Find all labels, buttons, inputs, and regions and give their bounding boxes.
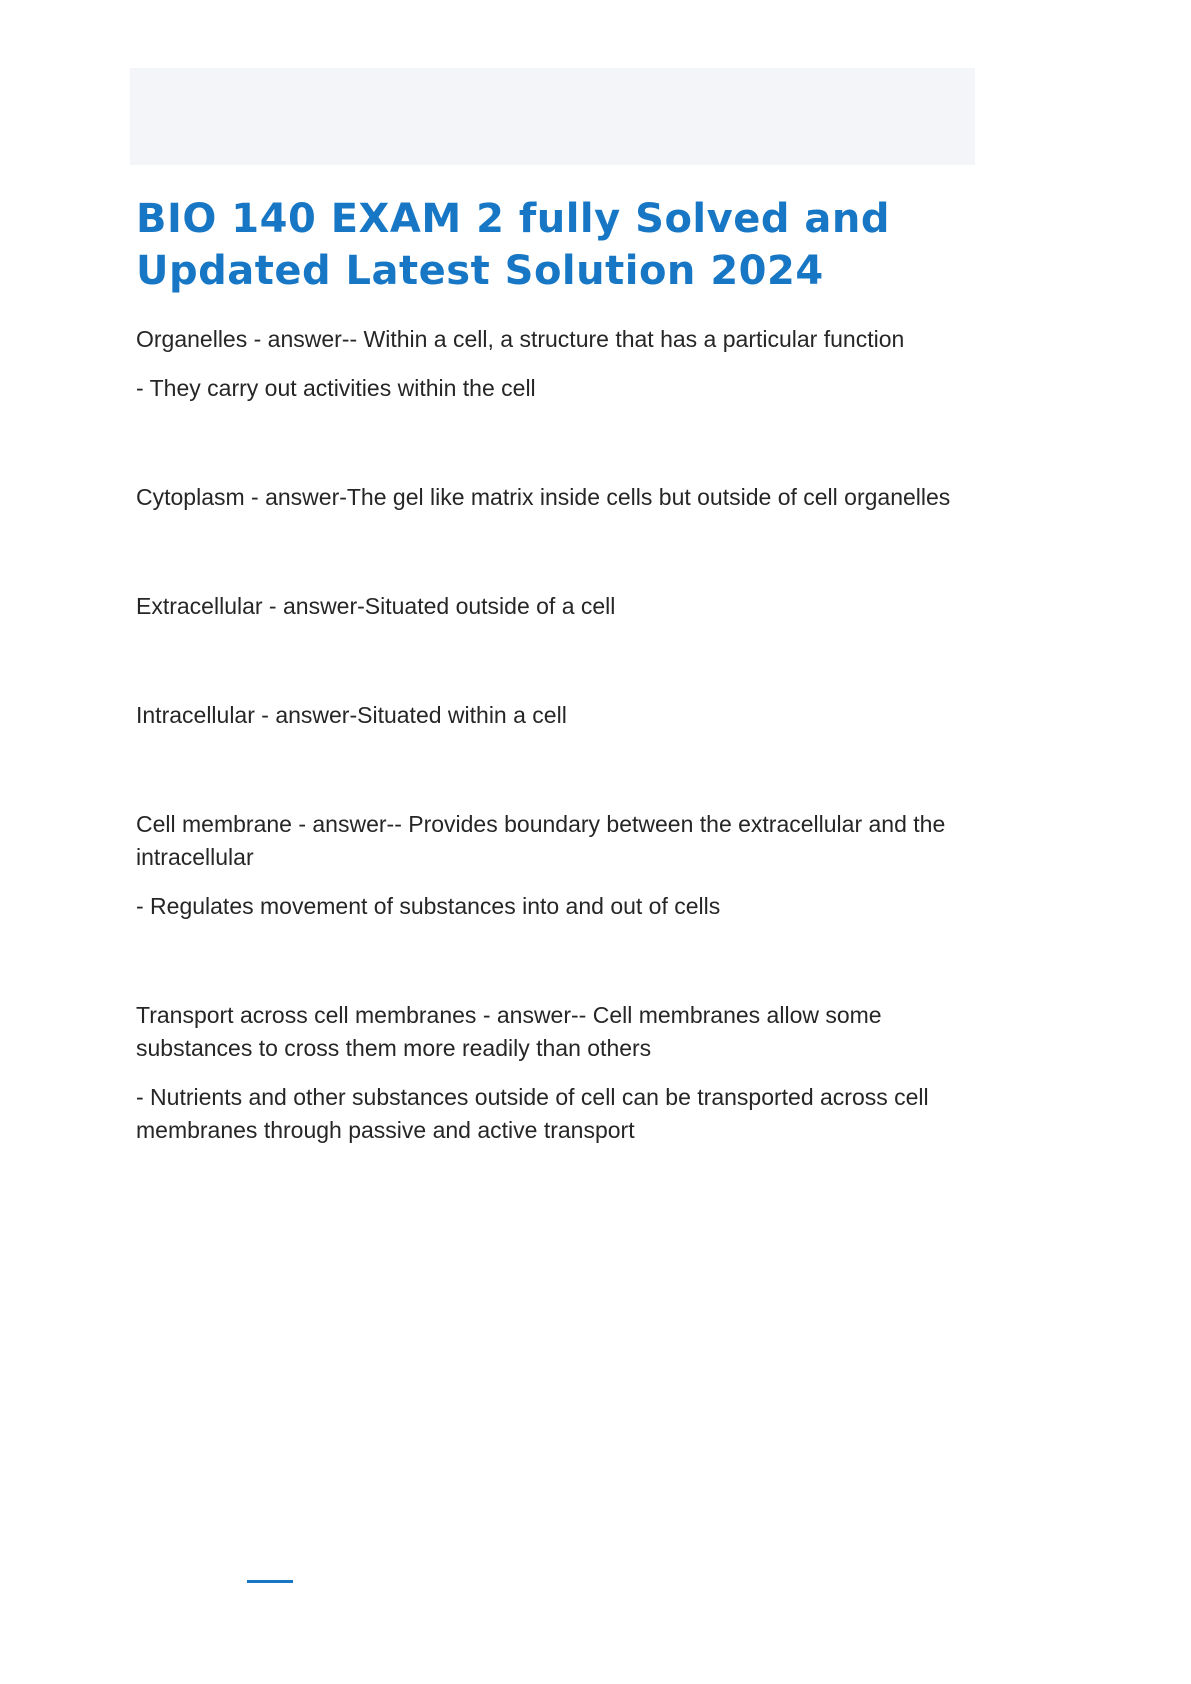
qa-block-transport (136, 999, 977, 1147)
qa-paragraph: Transport across cell membranes - answer-- Cell membranes allow some substances to cross them more readily than others (136, 1002, 882, 1061)
qa-block-organelles (136, 323, 977, 405)
qa-paragraph: - Nutrients and other substances outside of cell can be transported across cell membranes through passive and active transport (136, 1084, 929, 1143)
document-body (136, 193, 977, 1223)
qa-paragraph: Extracellular - answer-Situated outside of a cell (136, 593, 616, 619)
qa-block-extracellular (136, 590, 977, 623)
header-banner-placeholder (130, 68, 975, 165)
qa-block-cytoplasm (136, 481, 977, 514)
qa-block-intracellular (136, 699, 977, 732)
qa-paragraph: Cytoplasm - answer-The gel like matrix inside cells but outside of cell organelles (136, 484, 951, 510)
qa-paragraph: - They carry out activities within the cell (136, 375, 536, 401)
qa-paragraph: Organelles - answer-- Within a cell, a structure that has a particular function (136, 326, 905, 352)
page-title: BIO 140 EXAM 2 fully Solved and Updated Latest Solution 2024 (136, 196, 890, 294)
qa-paragraph: - Regulates movement of substances into and out of cells (136, 893, 721, 919)
qa-paragraph: Cell membrane - answer-- Provides boundary between the extracellular and the intracellular (136, 811, 946, 870)
document-content (136, 323, 977, 1147)
qa-paragraph: Intracellular - answer-Situated within a cell (136, 702, 567, 728)
link-underline-fragment (247, 1580, 293, 1583)
qa-block-cell-membrane (136, 808, 977, 923)
